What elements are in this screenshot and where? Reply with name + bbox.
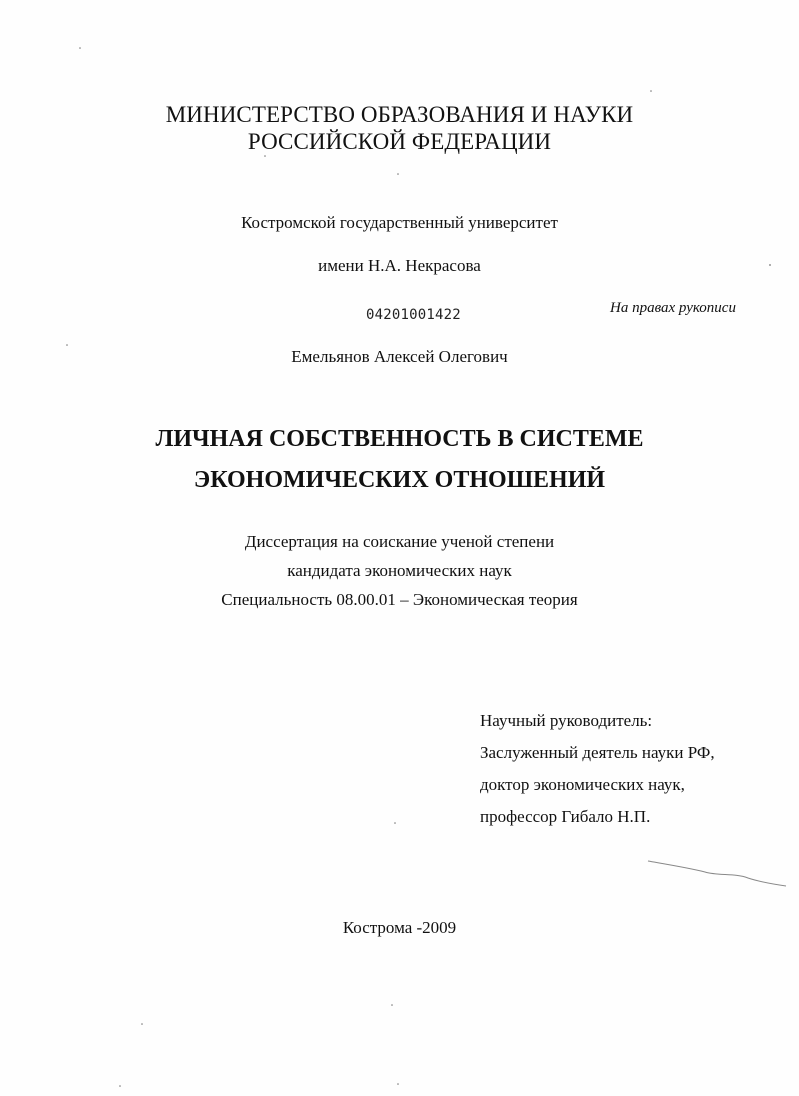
- ministry-line-2: РОССИЙСКОЙ ФЕДЕРАЦИИ: [247, 129, 552, 154]
- library-code: 04201001422: [366, 307, 461, 323]
- degree-line: Диссертация на соискание ученой степени: [244, 532, 555, 551]
- scan-speck: [264, 155, 266, 157]
- scan-speck: [119, 1085, 121, 1087]
- title-line-2: ЭКОНОМИЧЕСКИХ ОТНОШЕНИЙ: [193, 467, 606, 493]
- university-named-after: имени Н.А. Некрасова: [318, 256, 481, 275]
- rights-note: На правах рукописи: [610, 300, 736, 316]
- ministry-line-1: МИНИСТЕРСТВО ОБРАЗОВАНИЯ И НАУКИ: [165, 102, 634, 127]
- scan-speck: [650, 90, 652, 92]
- scan-speck: [141, 1023, 143, 1025]
- author-name: Емельянов Алексей Олегович: [291, 347, 508, 366]
- scan-speck: [391, 1004, 393, 1006]
- university-name: Костромской государственный университет: [241, 213, 558, 232]
- supervisor-label: Научный руководитель:: [480, 711, 653, 730]
- supervisor-rank: Заслуженный деятель науки РФ,: [480, 743, 715, 762]
- title-line-1: ЛИЧНАЯ СОБСТВЕННОСТЬ В СИСТЕМЕ: [155, 426, 644, 452]
- supervisor-degree: доктор экономических наук,: [480, 775, 685, 794]
- scan-speck: [79, 47, 81, 49]
- scan-speck: [397, 1083, 399, 1085]
- city-year: Кострома -2009: [342, 918, 457, 937]
- specialty-line: Специальность 08.00.01 – Экономическая теория: [221, 590, 578, 609]
- scan-speck: [397, 173, 399, 175]
- supervisor-name: профессор Гибало Н.П.: [480, 807, 651, 826]
- signature-scribble: [648, 861, 786, 886]
- degree-field-line: кандидата экономических наук: [287, 561, 512, 580]
- scan-speck: [394, 822, 396, 824]
- scan-speck: [66, 344, 68, 346]
- scan-speck: [769, 264, 771, 266]
